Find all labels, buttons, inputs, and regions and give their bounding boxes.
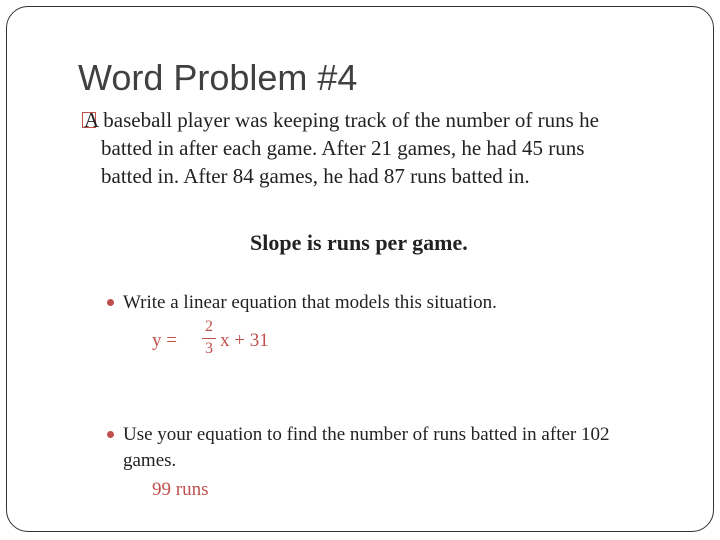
question-1-text: Write a linear equation that models this situation.: [123, 292, 497, 313]
equation-rhs: x + 31: [220, 330, 269, 351]
problem-line: batted in after each game. After 21 games, he had 45 runs: [101, 136, 585, 160]
bullet-dot-icon: [107, 299, 114, 306]
problem-line: batted in. After 84 games, he had 87 runs batted in.: [101, 164, 530, 188]
fraction-denominator: 3: [205, 340, 213, 357]
fraction-bar: [202, 338, 216, 339]
equation-lhs: y =: [152, 330, 177, 351]
slope-note: Slope is runs per game.: [250, 230, 468, 255]
slope-fraction: [202, 318, 216, 358]
runs-answer: 99 runs: [152, 479, 209, 500]
slide-title: Word Problem #4: [78, 57, 358, 98]
problem-line: A baseball player was keeping track of the number of runs he: [84, 108, 599, 132]
fraction-numerator: 2: [205, 318, 213, 335]
question-2-text: Use your equation to find the number of runs batted in after 102 games.: [123, 424, 610, 471]
bullet-dot-icon: [107, 431, 114, 438]
problem-statement: [84, 106, 674, 190]
